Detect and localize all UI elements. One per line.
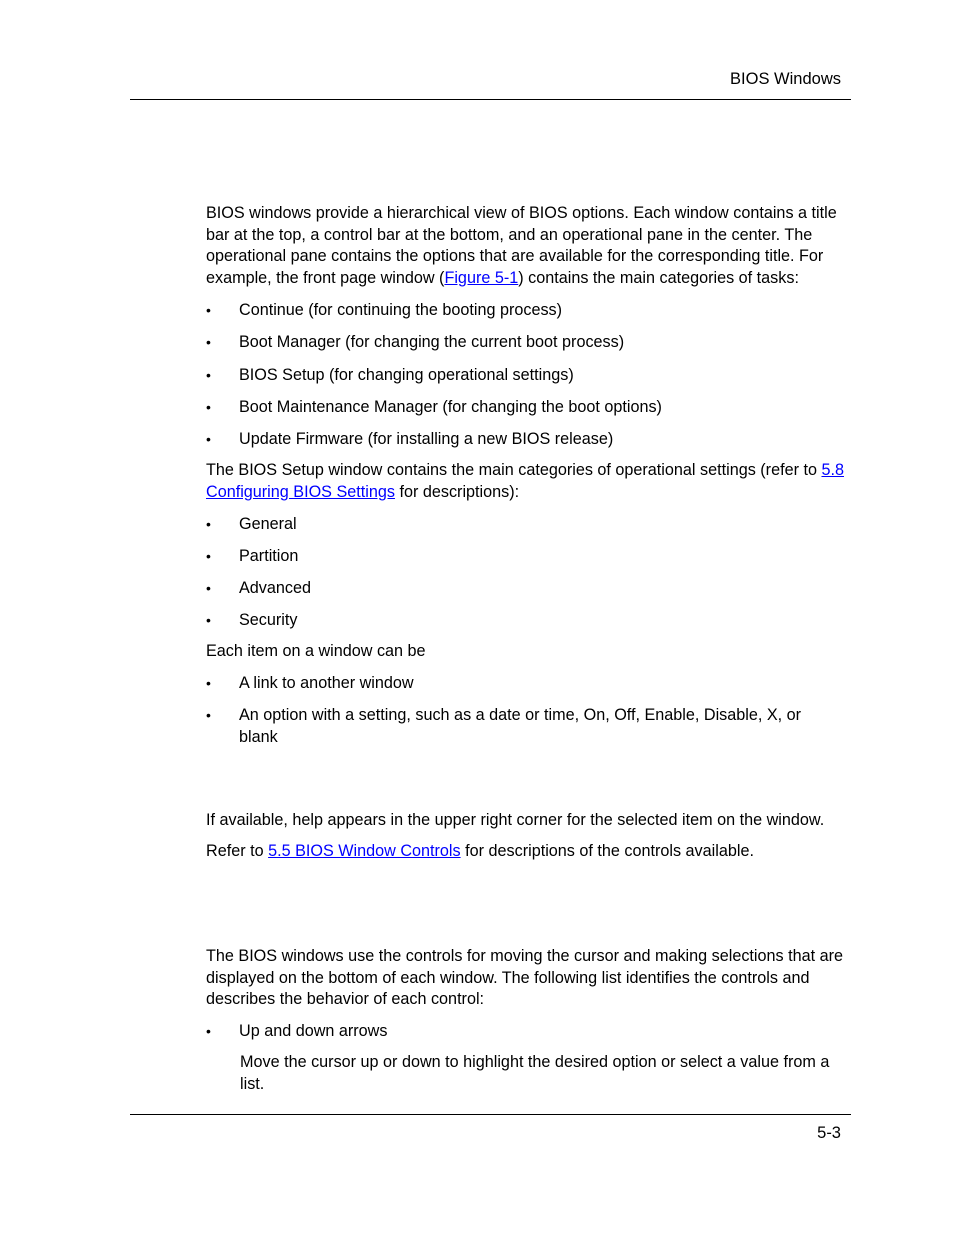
running-header: BIOS Windows bbox=[730, 70, 841, 88]
bullet-icon bbox=[206, 705, 218, 727]
bullet-icon bbox=[206, 429, 218, 451]
bullet-icon bbox=[206, 1021, 218, 1043]
control-description: Move the cursor up or down to highlight the desired option or select a value from a list. bbox=[240, 1053, 830, 1093]
bullet-icon bbox=[206, 578, 218, 600]
setup-paragraph: The BIOS Setup window contains the main categories of operational settings (refer to 5.8 Configuring BIOS Settings for descriptions): bbox=[206, 461, 844, 501]
footer-rule bbox=[130, 1114, 851, 1115]
bullet-icon bbox=[206, 514, 218, 536]
bios-window-controls-link[interactable]: 5.5 BIOS Window Controls bbox=[268, 842, 461, 860]
bullet-icon bbox=[206, 397, 218, 419]
bullet-icon bbox=[206, 610, 218, 632]
bullet-icon bbox=[206, 332, 218, 354]
intro-paragraph: BIOS windows provide a hierarchical view of BIOS options. Each window contains a title bar at the top, a control bar at the bottom, and an operational pane in the center. The operational pane contains the options that are available for the corresponding title. For example, the front page window (Figure 5-1) contains the main categories of tasks: bbox=[206, 204, 837, 287]
figure-5-1-link[interactable]: Figure 5-1 bbox=[444, 268, 519, 287]
bullet-icon bbox=[206, 546, 218, 568]
configuring-bios-settings-link[interactable]: 5.8 Configuring BIOS Settings bbox=[206, 461, 844, 501]
help-paragraph: If available, help appears in the upper right corner for the selected item on the window. bbox=[206, 811, 825, 829]
bullet-icon bbox=[206, 300, 218, 322]
controls-intro: The BIOS windows use the controls for moving the cursor and making selections that are displayed on the bottom of each window. The following list identifies the controls and describes the behavior of each control: bbox=[206, 947, 844, 1008]
bullet-icon bbox=[206, 365, 218, 387]
bullet-icon bbox=[206, 673, 218, 695]
item-intro: Each item on a window can be bbox=[206, 642, 426, 660]
page-number: 5-3 bbox=[817, 1124, 841, 1142]
refer-paragraph: Refer to 5.5 BIOS Window Controls for descriptions of the controls available. bbox=[206, 842, 754, 860]
header-rule bbox=[130, 99, 851, 100]
